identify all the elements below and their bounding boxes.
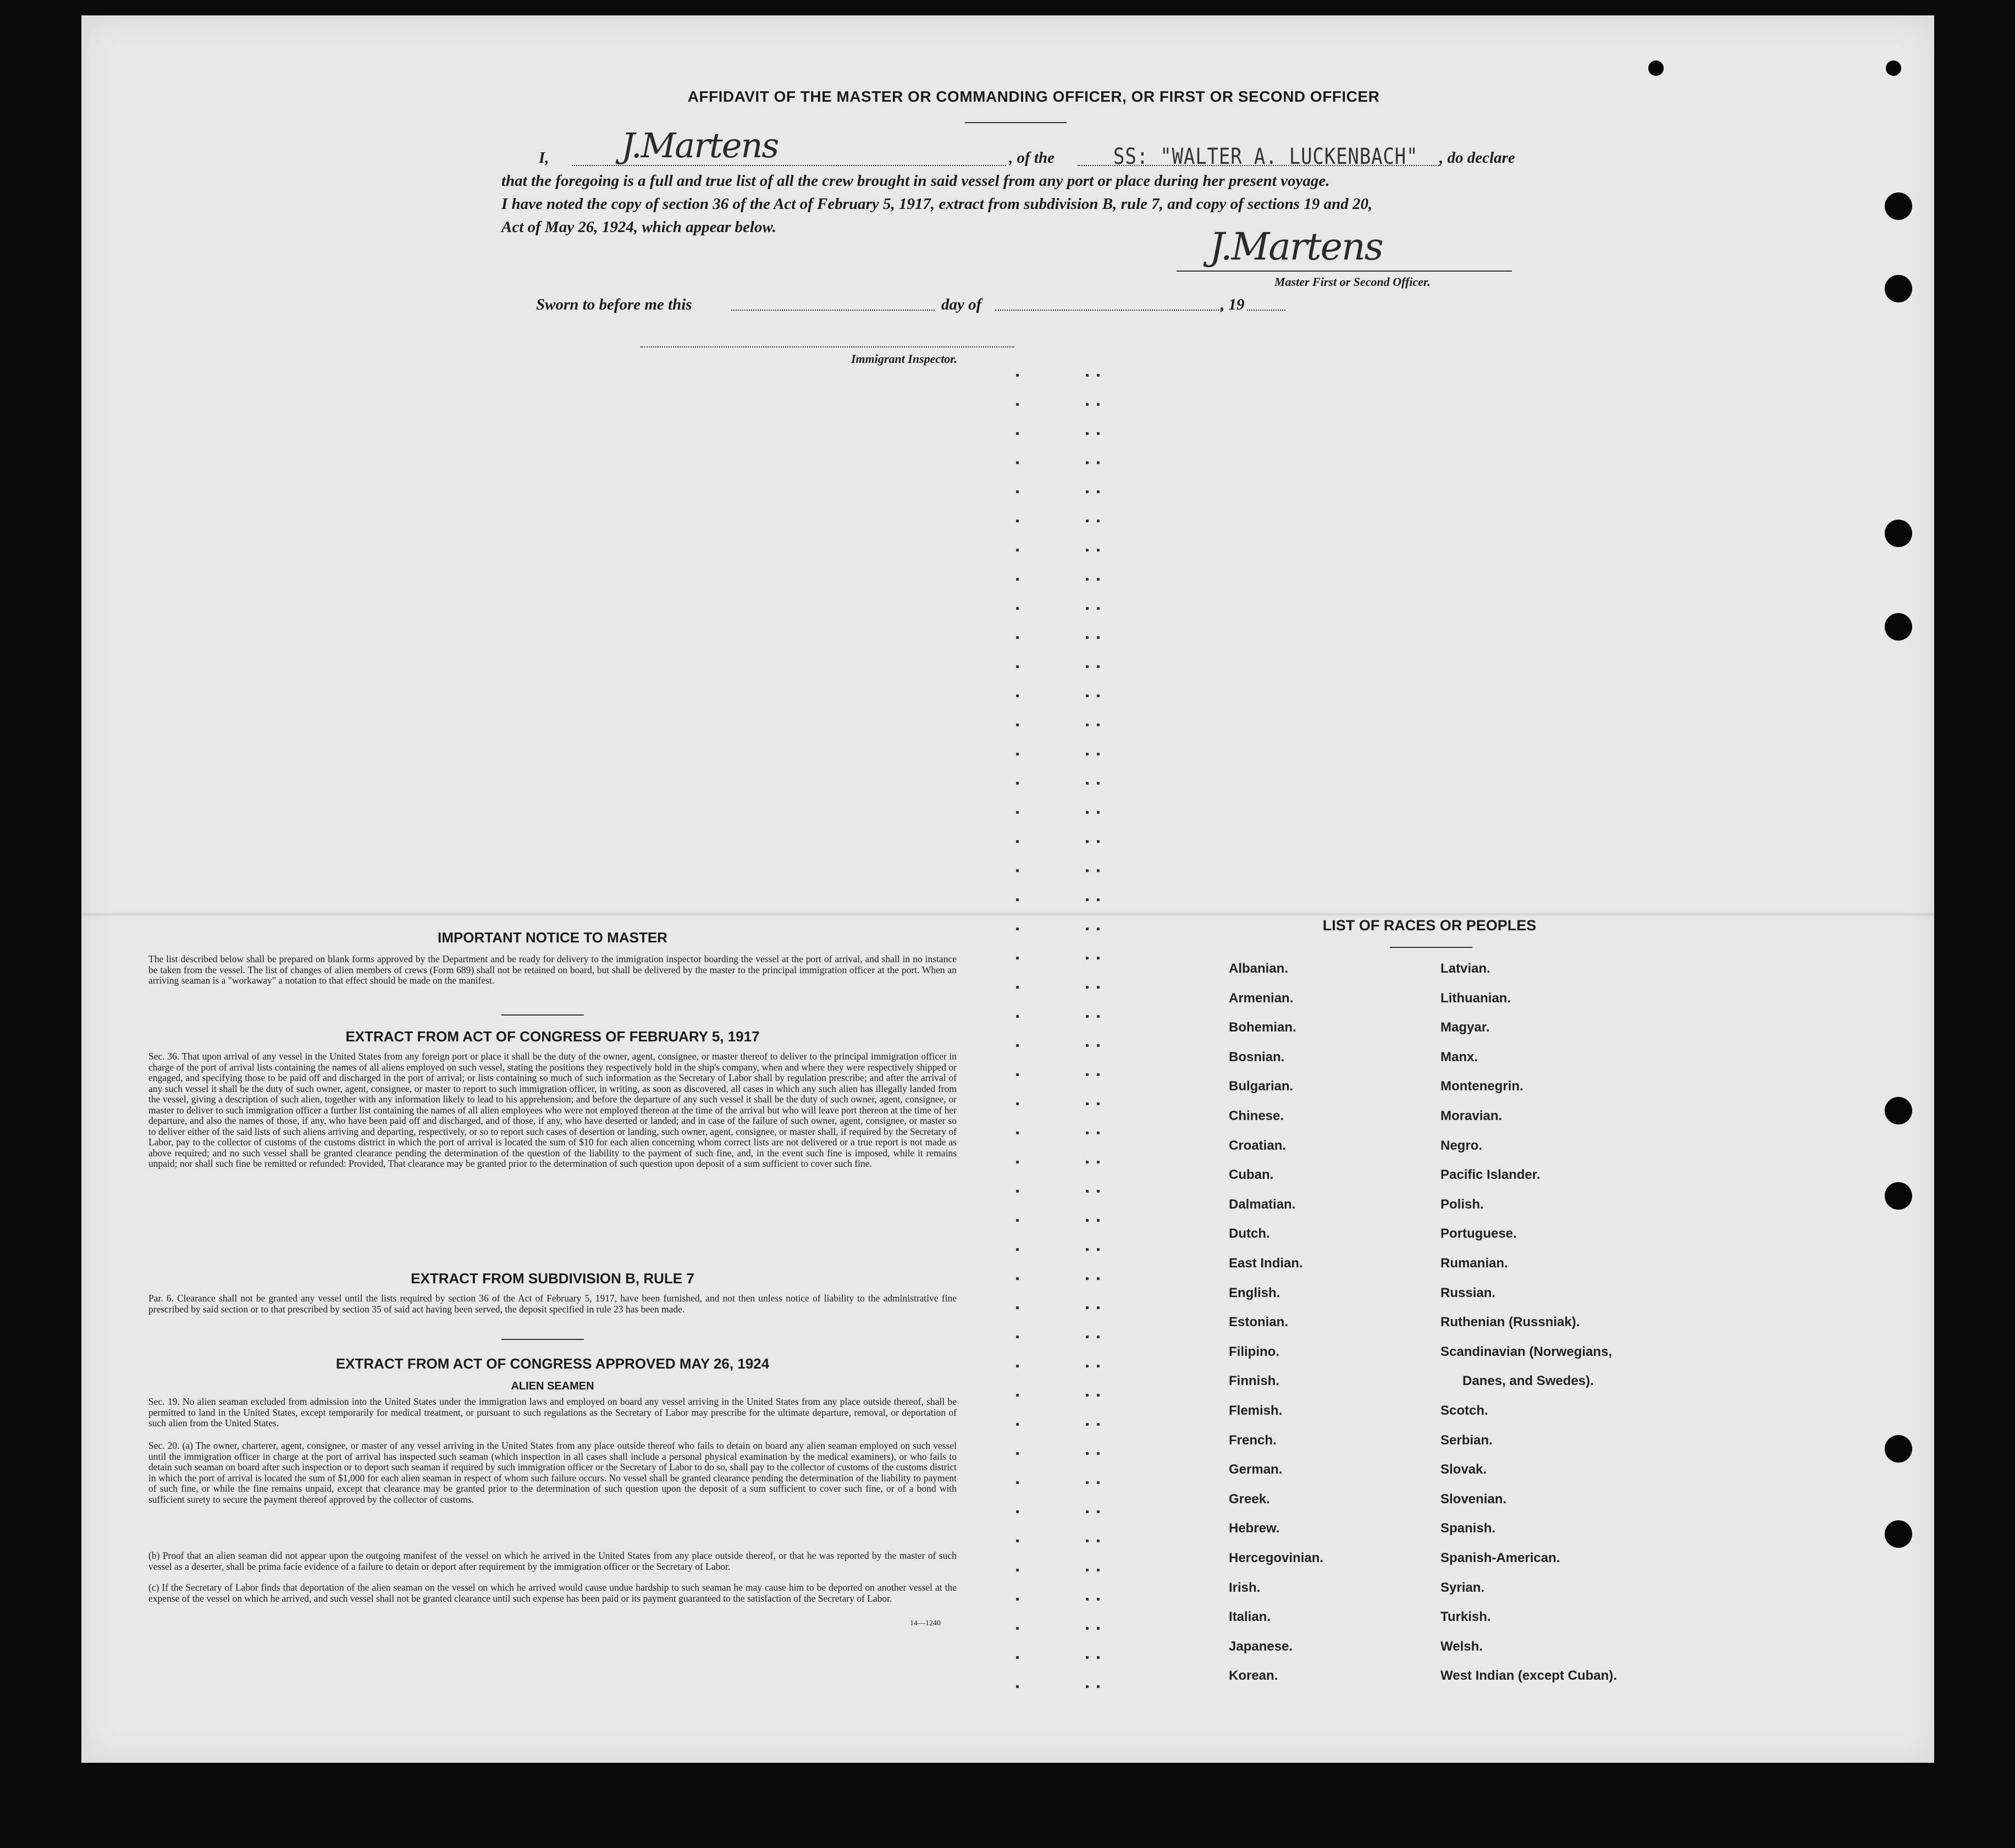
ruling-dot bbox=[1086, 1102, 1089, 1105]
ruling-dot bbox=[1016, 1248, 1019, 1251]
ruling-dot bbox=[1097, 520, 1100, 522]
declaration-do-declare: , do declare bbox=[1439, 149, 1515, 167]
ruling-dot bbox=[1086, 665, 1089, 668]
ruling-dot bbox=[1097, 1656, 1100, 1659]
race-item: Scotch. bbox=[1440, 1403, 1488, 1418]
race-item: Slovenian. bbox=[1440, 1491, 1507, 1507]
ruling-dot bbox=[1016, 1015, 1019, 1018]
declaration-i: I, bbox=[539, 149, 549, 167]
ruling-dot bbox=[1086, 432, 1089, 435]
punch-hole bbox=[1885, 275, 1912, 302]
declaration-line-2: that the foregoing is a full and true list of all the crew brought in said vessel from any port or place during her present voyage. bbox=[501, 172, 1330, 190]
ruling-dot bbox=[1086, 1336, 1089, 1338]
race-item: Finnish. bbox=[1229, 1373, 1279, 1389]
ruling-dot bbox=[1016, 403, 1019, 406]
ruling-dot bbox=[1016, 1423, 1019, 1426]
act-1917-text: Sec. 36. That upon arrival of any vessel in the United States from any foreign port or place it shall be the duty of the owner, agent, consignee, or master thereof to deliver to the principal immigration officer in charge of the port of arrival lists containing the names of all aliens employed on such vessel, stating the positions they respectively hold in the ship's company, when and where they were respectively shipped or engaged, and specifying those to be paid off and discharged in the port of arrival; or lists containing so much of such information as the Secretary of Labor shall by regulation prescribe; and after the arrival of any such vessel it shall be the duty of such owner, agent, consignee, or master to report to such immigration officer, in writing, as soon as discovered, all cases in which any such alien has illegally landed from the vessel, giving a description of such alien, together with any information likely to lead to his apprehension; and before the departure of any such vessel it shall be the duty of such owner, agent, consignee, or master to deliver to such immigration officer a further list containing the names of all alien employees who were not employed thereon at the time of the arrival but who will leave port thereon at the time of her departure, and also the names of those, if any, who have been paid off and discharged, and of those, if any, who have deserted or landed; and in case of the failure of such owner, agent, consignee, or master so to deliver either of the said lists of such aliens arriving and departing, respectively, or so to report such cases of desertion or landing, such owner, agent, consignee, or master shall, if required by the Secretary of Labor, pay to the collector of customs of the customs district in which the port of arrival is located the sum of $10 for each alien concerning whom correct lists are not delivered or a true report is not made as above required; and no such vessel shall be granted clearance pending the determination of the question of the liability to the payment of such fine, and, in the event such fine is imposed, while it remains unpaid; nor shall such fine be remitted or refunded: Provided, That clearance may be granted prior to the determination of such question upon deposit of a sum sufficient to cover such fine. bbox=[148, 1051, 957, 1169]
ruling-dot bbox=[1016, 1102, 1019, 1105]
race-item: Serbian. bbox=[1440, 1432, 1493, 1448]
ruling-dot bbox=[1097, 1452, 1100, 1455]
ruling-dot bbox=[1097, 549, 1100, 551]
race-item: Irish. bbox=[1229, 1580, 1261, 1595]
punch-hole bbox=[1885, 192, 1912, 220]
race-item: Turkish. bbox=[1440, 1609, 1491, 1625]
inspector-label: Immigrant Inspector. bbox=[851, 352, 958, 366]
ruling-dot bbox=[1097, 1510, 1100, 1513]
ruling-dot bbox=[1086, 724, 1089, 726]
punch-hole bbox=[1885, 613, 1912, 641]
ruling-dot bbox=[1016, 957, 1019, 959]
ruling-dot bbox=[1016, 724, 1019, 726]
race-item: Filipino. bbox=[1229, 1344, 1279, 1359]
ruling-dot bbox=[1016, 840, 1019, 843]
ruling-dot bbox=[1086, 461, 1089, 464]
ruling-dot bbox=[1097, 724, 1100, 726]
ruling-dot bbox=[1097, 490, 1100, 493]
ruling-dot bbox=[1097, 1073, 1100, 1076]
race-item: Hercegovinian. bbox=[1229, 1551, 1324, 1565]
ruling-dot bbox=[1016, 1569, 1019, 1571]
notice-divider bbox=[501, 1014, 584, 1016]
ruling-dot bbox=[1086, 1423, 1089, 1426]
master-name-signature: J.Martens bbox=[621, 125, 779, 166]
ruling-dot bbox=[1097, 811, 1100, 814]
punch-hole bbox=[1885, 1182, 1912, 1210]
ruling-dot bbox=[1097, 1598, 1100, 1601]
race-item: Italian. bbox=[1229, 1609, 1271, 1625]
ruling-dot bbox=[1016, 461, 1019, 464]
act-1924-title: EXTRACT FROM ACT OF CONGRESS APPROVED MAY 26, 1924 bbox=[335, 1355, 770, 1372]
rule-7-text: Par. 6. Clearance shall not be granted any vessel until the lists required by section 36 of the Act of February 5, 1917, have been furnished, and not then unless notice of liability to the administrative fine prescribed by said section or to that prescribed by section 35 of said act having been served, the deposit specified in rule 23 has been made. bbox=[148, 1293, 957, 1315]
ruling-dot bbox=[1016, 578, 1019, 581]
race-item: Manx. bbox=[1440, 1049, 1478, 1064]
races-divider bbox=[1390, 947, 1472, 948]
ruling-dot bbox=[1086, 1394, 1089, 1397]
ruling-dot bbox=[1086, 869, 1089, 872]
race-item: Cuban. bbox=[1229, 1167, 1274, 1183]
ruling-dot bbox=[1016, 928, 1019, 930]
punch-hole bbox=[1885, 520, 1912, 547]
ruling-dot bbox=[1016, 1336, 1019, 1338]
ruling-dot bbox=[1086, 1248, 1089, 1251]
ruling-dot bbox=[1097, 928, 1100, 930]
ruling-dot bbox=[1016, 1627, 1019, 1630]
ruling-dot bbox=[1097, 1219, 1100, 1222]
ruling-dot bbox=[1086, 1044, 1089, 1047]
race-item: Slovak. bbox=[1440, 1462, 1487, 1477]
ruling-dot bbox=[1097, 1336, 1100, 1338]
race-item: Russian. bbox=[1440, 1285, 1496, 1300]
ruling-dot bbox=[1097, 403, 1100, 406]
ruling-dot bbox=[1016, 1073, 1019, 1076]
race-item: Latvian. bbox=[1440, 961, 1490, 976]
ruling-dot bbox=[1097, 1015, 1100, 1018]
race-item: Dalmatian. bbox=[1229, 1196, 1296, 1212]
ruling-dot bbox=[1097, 461, 1100, 464]
sworn-day-blank bbox=[731, 310, 935, 311]
race-item: Rumanian. bbox=[1440, 1256, 1508, 1271]
ruling-dot bbox=[1086, 1685, 1089, 1688]
race-item: Magyar. bbox=[1440, 1020, 1490, 1035]
race-item: Ruthenian (Russniak). bbox=[1440, 1315, 1580, 1330]
ruling-dot bbox=[1016, 549, 1019, 551]
ruling-dot bbox=[1097, 1540, 1100, 1542]
ruling-dot bbox=[1086, 1569, 1089, 1571]
race-item: French. bbox=[1229, 1432, 1277, 1448]
ruling-dot bbox=[1016, 1510, 1019, 1513]
race-item: Syrian. bbox=[1440, 1580, 1485, 1595]
ruling-dot bbox=[1097, 1627, 1100, 1630]
race-item: Japanese. bbox=[1229, 1639, 1293, 1654]
ruling-dot bbox=[1016, 1277, 1019, 1280]
ruling-dot bbox=[1097, 1277, 1100, 1280]
ruling-dot bbox=[1086, 1627, 1089, 1630]
ruling-dot bbox=[1097, 957, 1100, 959]
race-item: English. bbox=[1229, 1285, 1280, 1300]
ruling-dot bbox=[1097, 869, 1100, 872]
race-item: Bulgarian. bbox=[1229, 1079, 1294, 1094]
act-1917-title: EXTRACT FROM ACT OF CONGRESS OF FEBRUARY 5, 1917 bbox=[345, 1028, 760, 1045]
page-fold-line bbox=[81, 913, 1934, 916]
sworn-year-blank bbox=[1247, 310, 1285, 311]
ruling-dot bbox=[1097, 374, 1100, 377]
race-item: Danes, and Swedes). bbox=[1462, 1373, 1594, 1389]
ruling-dot bbox=[1086, 403, 1089, 406]
inspector-signature-blank bbox=[641, 346, 1014, 347]
ruling-dot bbox=[1016, 607, 1019, 610]
ruling-dot bbox=[1016, 898, 1019, 901]
ruling-dot bbox=[1097, 1365, 1100, 1367]
race-item: Estonian. bbox=[1229, 1315, 1289, 1330]
ruling-dot bbox=[1097, 986, 1100, 989]
ruling-dot bbox=[1097, 636, 1100, 639]
ruling-dot bbox=[1086, 1365, 1089, 1367]
ruling-dot bbox=[1097, 1423, 1100, 1426]
race-item: Hebrew. bbox=[1229, 1521, 1280, 1536]
race-item: Spanish. bbox=[1440, 1521, 1496, 1536]
ruling-dot bbox=[1097, 1569, 1100, 1571]
ruling-dot bbox=[1086, 898, 1089, 901]
ruling-dot bbox=[1016, 1044, 1019, 1047]
signature-line bbox=[1177, 271, 1512, 272]
ruling-dot bbox=[1016, 1394, 1019, 1397]
sec-19-text: Sec. 19. No alien seaman excluded from admission into the United States under the immigration laws and employed on board any vessel arriving in the United States from any place outside thereof, shall be permitted to land in the United States, except temporarily for medical treatment, or pursuant to such regulations as the Secretary of Labor may prescribe for the ultimate departure, removal, or deportation of such alien from the United States. bbox=[148, 1396, 957, 1428]
race-item: Flemish. bbox=[1229, 1403, 1283, 1418]
race-item: Dutch. bbox=[1229, 1226, 1270, 1242]
ruling-dot bbox=[1097, 1102, 1100, 1105]
ruling-dot bbox=[1086, 578, 1089, 581]
officer-signature: J.Martens bbox=[1210, 225, 1383, 269]
ruling-dot bbox=[1086, 986, 1089, 989]
race-item: Negro. bbox=[1440, 1138, 1483, 1153]
ruling-dot bbox=[1097, 607, 1100, 610]
ruling-dot bbox=[1086, 1598, 1089, 1601]
ruling-dot bbox=[1086, 928, 1089, 930]
sworn-text: Sworn to before me this bbox=[536, 296, 692, 313]
ruling-dot bbox=[1097, 694, 1100, 697]
ruling-dot bbox=[1086, 549, 1089, 551]
ruling-dot bbox=[1097, 782, 1100, 785]
race-item: Pacific Islander. bbox=[1440, 1167, 1541, 1183]
ruling-dot bbox=[1097, 1394, 1100, 1397]
ruling-dot bbox=[1016, 1365, 1019, 1367]
ruling-dot bbox=[1086, 607, 1089, 610]
vessel-name: SS: "WALTER A. LUCKENBACH" bbox=[1113, 144, 1418, 169]
ruling-dot bbox=[1016, 1685, 1019, 1688]
ruling-dot bbox=[1016, 1452, 1019, 1455]
ruling-dot bbox=[1086, 840, 1089, 843]
ruling-dot bbox=[1086, 374, 1089, 377]
day-of-text: day of bbox=[941, 296, 982, 313]
ruling-dot bbox=[1086, 753, 1089, 755]
sec-20b-text: (b) Proof that an alien seaman did not appear upon the outgoing manifest of the vessel on which he arrived in the United States from any place outside thereof, or that he was reported by the master of such vessel as a deserter, shall be prima facie evidence of a failure to detain or deport after requirement by the immigration officer or the Secretary of Labor. bbox=[148, 1550, 957, 1572]
ruling-dot bbox=[1097, 432, 1100, 435]
ruling-dot bbox=[1086, 1015, 1089, 1018]
ruling-dot bbox=[1016, 665, 1019, 668]
ruling-dot bbox=[1086, 694, 1089, 697]
punch-hole bbox=[1648, 60, 1664, 76]
race-item: Welsh. bbox=[1440, 1639, 1483, 1654]
ruling-dot bbox=[1016, 782, 1019, 785]
ruling-dot bbox=[1016, 1190, 1019, 1193]
rule-7-title: EXTRACT FROM SUBDIVISION B, RULE 7 bbox=[411, 1270, 694, 1287]
ruling-dot bbox=[1016, 811, 1019, 814]
ruling-dot bbox=[1016, 1540, 1019, 1542]
ruling-dot bbox=[1086, 1161, 1089, 1163]
ruling-dot bbox=[1016, 1219, 1019, 1222]
signer-label: Master First or Second Officer. bbox=[1274, 275, 1431, 289]
ruling-dot bbox=[1086, 1540, 1089, 1542]
ruling-dot bbox=[1097, 1306, 1100, 1309]
ruling-dot bbox=[1097, 840, 1100, 843]
race-item: Polish. bbox=[1440, 1196, 1484, 1212]
ruling-dot bbox=[1016, 694, 1019, 697]
act-1924-subtitle: ALIEN SEAMEN bbox=[511, 1380, 594, 1392]
title-underline bbox=[965, 122, 1067, 123]
ruling-dot bbox=[1086, 636, 1089, 639]
ruling-dot bbox=[1097, 1132, 1100, 1134]
punch-hole bbox=[1885, 1435, 1912, 1463]
punch-hole bbox=[1885, 1520, 1912, 1548]
ruling-dot bbox=[1016, 490, 1019, 493]
race-item: West Indian (except Cuban). bbox=[1440, 1668, 1617, 1684]
race-item: Armenian. bbox=[1229, 990, 1294, 1006]
ruling-dot bbox=[1016, 1132, 1019, 1134]
ruling-dot bbox=[1097, 1248, 1100, 1251]
ruling-dot bbox=[1016, 986, 1019, 989]
ruling-dot bbox=[1086, 1510, 1089, 1513]
sworn-month-blank bbox=[995, 310, 1223, 311]
sec-20a-text: Sec. 20. (a) The owner, charterer, agent, consignee, or master of any vessel arriving in the United States from any place outside thereof who fails to detain on board any alien seaman employed on such vessel until the immigration officer in charge at the port of arrival has inspected such seaman (which inspection in all cases shall include a personal physical examination by the medical examiners), or who fails to detain such seaman on board after such inspection or to deport such seaman if required by such immigration officer or the Secretary of Labor to do so, shall pay to the collector of customs of the customs district in which the port of arrival is located the sum of $1,000 for each alien seaman in respect of whom such failure occurs. No vessel shall be granted clearance pending the determination of the liability to payment of such fine, or while the fine remains unpaid, except that clearance may be granted prior to the determination of such question upon the deposit of a sum sufficient to cover such fine, or of a bond with sufficient surety to secure the payment thereof approved by the collector of customs. bbox=[148, 1440, 957, 1505]
sec-20c-text: (c) If the Secretary of Labor finds that deportation of the alien seaman on the vessel on which he arrived would cause undue hardship to such seaman he may cause him to be deported on another vessel at the expense of the vessel on which he arrived, and such vessel shall not be granted clearance until such expense has been paid or its payment guaranteed to the satisfaction of the Secretary of Labor. bbox=[148, 1582, 957, 1604]
notice-text: The list described below shall be prepared on blank forms approved by the Department and be ready for delivery to the immigration inspector boarding the vessel at the port of arrival, and shall in no instance be taken from the vessel. The list of changes of alien members of crews (Form 689) shall not be retained on board, but shall be delivered by the master to the principal immigration officer at the port. When an arriving seaman is a "workaway" a notation to that effect should be made on the manifest. bbox=[148, 953, 957, 986]
race-item: Greek. bbox=[1229, 1491, 1270, 1507]
race-item: Bohemian. bbox=[1229, 1020, 1296, 1035]
punch-hole bbox=[1886, 60, 1901, 76]
race-item: Korean. bbox=[1229, 1668, 1278, 1684]
ruling-dot bbox=[1097, 1161, 1100, 1163]
ruling-dot bbox=[1097, 578, 1100, 581]
form-number: 14—1240 bbox=[910, 1619, 941, 1628]
ruling-dot bbox=[1016, 520, 1019, 522]
affidavit-title: AFFIDAVIT OF THE MASTER OR COMMANDING OFFICER, OR FIRST OR SECOND OFFICER bbox=[687, 88, 1380, 105]
ruling-dot bbox=[1097, 898, 1100, 901]
ruling-dot bbox=[1016, 374, 1019, 377]
ruling-dot bbox=[1097, 1685, 1100, 1688]
ruling-dot bbox=[1016, 1306, 1019, 1309]
rule-7-divider bbox=[501, 1339, 584, 1340]
ruling-dot bbox=[1097, 1044, 1100, 1047]
ruling-dot bbox=[1086, 1277, 1089, 1280]
race-item: East Indian. bbox=[1229, 1256, 1303, 1271]
race-item: Chinese. bbox=[1229, 1108, 1284, 1123]
ruling-dot bbox=[1016, 432, 1019, 435]
ruling-dot bbox=[1016, 1481, 1019, 1484]
ruling-dot bbox=[1097, 1190, 1100, 1193]
race-item: Lithuanian. bbox=[1440, 990, 1511, 1006]
ruling-dot bbox=[1086, 520, 1089, 522]
punch-hole bbox=[1885, 1097, 1912, 1124]
race-item: Spanish-American. bbox=[1440, 1551, 1560, 1565]
ruling-dot bbox=[1097, 665, 1100, 668]
ruling-dot bbox=[1086, 782, 1089, 785]
ruling-dot bbox=[1016, 636, 1019, 639]
ruling-dot bbox=[1086, 1132, 1089, 1134]
race-item: Scandinavian (Norwegians, bbox=[1440, 1344, 1613, 1359]
ruling-dot bbox=[1097, 1481, 1100, 1484]
ruling-dot bbox=[1086, 1656, 1089, 1659]
ruling-dot bbox=[1016, 869, 1019, 872]
ruling-dot bbox=[1016, 753, 1019, 755]
ruling-dot bbox=[1086, 1219, 1089, 1222]
ruling-dot bbox=[1016, 1598, 1019, 1601]
ruling-dot bbox=[1086, 811, 1089, 814]
declaration-of-the: , of the bbox=[1009, 149, 1055, 167]
year-prefix: , 19 bbox=[1221, 296, 1245, 313]
race-item: Montenegrin. bbox=[1440, 1079, 1523, 1094]
race-item: Croatian. bbox=[1229, 1138, 1287, 1153]
ruling-dot bbox=[1086, 490, 1089, 493]
ruling-dot bbox=[1086, 1481, 1089, 1484]
ruling-dot bbox=[1086, 1190, 1089, 1193]
ruling-dot bbox=[1016, 1656, 1019, 1659]
declaration-line-3: I have noted the copy of section 36 of the Act of February 5, 1917, extract from subdivision B, rule 7, and copy of sections 19 and 20, bbox=[501, 195, 1373, 213]
ruling-dot bbox=[1086, 957, 1089, 959]
ruling-dot bbox=[1097, 753, 1100, 755]
notice-title: IMPORTANT NOTICE TO MASTER bbox=[438, 929, 667, 946]
declaration-line-4: Act of May 26, 1924, which appear below. bbox=[501, 218, 776, 236]
ruling-dot bbox=[1086, 1073, 1089, 1076]
races-title: LIST OF RACES OR PEOPLES bbox=[1322, 917, 1537, 934]
ruling-dot bbox=[1086, 1306, 1089, 1309]
race-item: German. bbox=[1229, 1462, 1283, 1477]
ruling-dot bbox=[1016, 1161, 1019, 1163]
race-item: Portuguese. bbox=[1440, 1226, 1517, 1242]
race-item: Albanian. bbox=[1229, 961, 1289, 976]
race-item: Moravian. bbox=[1440, 1108, 1503, 1123]
ruling-dot bbox=[1086, 1452, 1089, 1455]
race-item: Bosnian. bbox=[1229, 1049, 1285, 1064]
